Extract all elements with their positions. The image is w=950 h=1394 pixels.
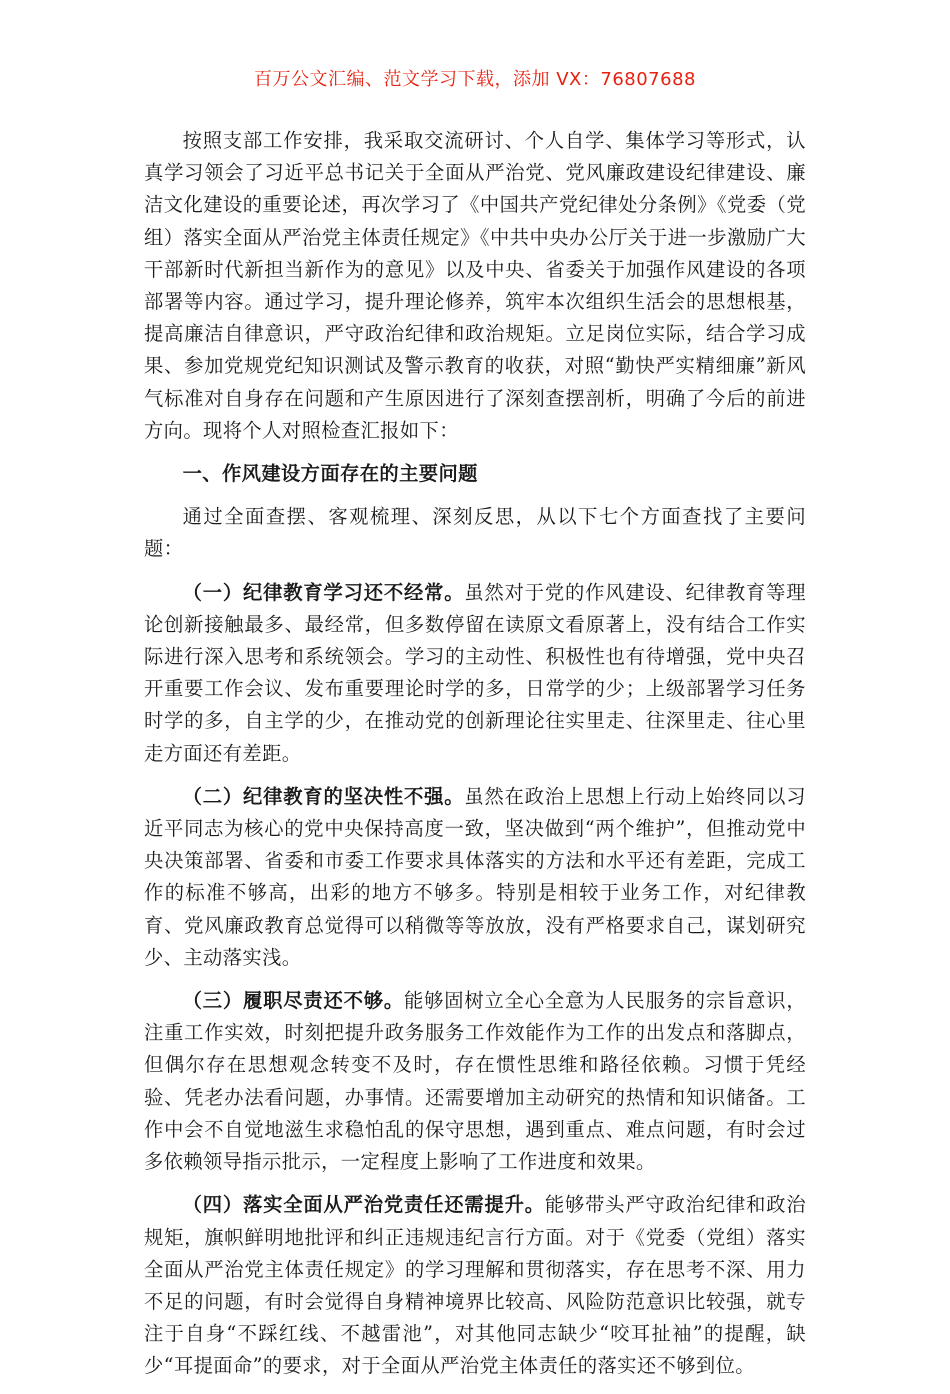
problem-item-3-body: 能够固树立全心全意为人民服务的宗旨意识，注重工作实效，时刻把提升政务服务工作效能作为工作的出发点和落脚点，但偶尔存在思想观念转变不及时，存在惯性思维和路径依赖。习惯于凭经验、凭老办法看问题，办事情。还需要增加主动研究的热情和知识储备。工作中会不自觉地滋生求稳怕乱的保守思想，遇到重点、难点问题，有时会过多依赖领导指示批示，一定程度上影响了工作进度和效果。 xyxy=(144,989,807,1174)
problem-item-1-title: （一）纪律教育学习还不经常。 xyxy=(182,580,465,604)
problem-item-2-title: （二）纪律教育的坚决性不强。 xyxy=(182,784,465,808)
problem-item-4-title: （四）落实全面从严治党责任还需提升。 xyxy=(182,1193,545,1217)
section-heading: 一、作风建设方面存在的主要问题 xyxy=(182,462,478,486)
problem-item-2 xyxy=(144,781,806,974)
problem-item-3 xyxy=(144,985,806,1178)
download-banner: 百万公文汇编、范文学习下载，添加 VX：76807688 xyxy=(254,69,696,90)
document-page xyxy=(144,66,806,1394)
problem-item-1-body: 虽然对于党的作风建设、纪律教育等理论创新接触最多、最经常，但多数停留在读原文看原著上，没有结合工作实际进行深入思考和系统领会。学习的主动性、积极性也有待增强，党中央召开重要工作会议、发布重要理论时学的多，日常学的少；上级部署学习任务时学的多，自主学的少，在推动党的创新理论往实里走、往深里走、往心里走方面还有差距。 xyxy=(144,580,806,765)
problem-item-4 xyxy=(144,1189,806,1382)
problem-item-2-body: 虽然在政治上思想上行动上始终同以习近平同志为核心的党中央保持高度一致，坚决做到“两个维护”，但推动党中央决策部署、省委和市委工作要求具体落实的方法和水平还有差距，完成工作的标准不够高，出彩的地方不够多。特别是相较于业务工作，对纪律教育、党风廉政教育总觉得可以稍微等等放放，没有严格要求自己，谋划研究少、主动落实浅。 xyxy=(144,784,806,969)
problem-item-3-title: （三）履职尽责还不够。 xyxy=(182,989,404,1013)
section-summary: 通过全面查摆、客观梳理、深刻反思，从以下七个方面查找了主要问题： xyxy=(144,505,806,561)
problem-item-4-body: 能够带头严守政治纪律和政治规矩，旗帜鲜明地批评和纠正违规违纪言行方面。对于《党委（党组）落实全面从严治党主体责任规定》的学习理解和贯彻落实，存在思考不深、用力不足的问题，有时会觉得自身精神境界比较高、风险防范意识比较强，就专注于自身“不踩红线、不越雷池”，对其他同志缺少“咬耳扯袖”的提醒，缺少“耳提面命”的要求，对于全面从严治党主体责任的落实还不够到位。 xyxy=(144,1193,806,1378)
intro-paragraph: 按照支部工作安排，我采取交流研讨、个人自学、集体学习等形式，认真学习领会了习近平总书记关于全面从严治党、党风廉政建设纪律建设、廉洁文化建设的重要论述，再次学习了《中国共产党纪律处分条例》《党委（党组）落实全面从严治党主体责任规定》《中共中央办公厅关于进一步激励广大干部新时代新担当新作为的意见》以及中央、省委关于加强作风建设的各项部署等内容。通过学习，提升理论修养，筑牢本次组织生活会的思想根基，提高廉洁自律意识，严守政治纪律和政治规矩。立足岗位实际，结合学习成果、参加党规党纪知识测试及警示教育的收获，对照“勤快严实精细廉”新风气标准对自身存在问题和产生原因进行了深刻查摆剖析，明确了今后的前进方向。现将个人对照检查汇报如下： xyxy=(144,129,806,442)
problem-item-1 xyxy=(144,577,806,770)
